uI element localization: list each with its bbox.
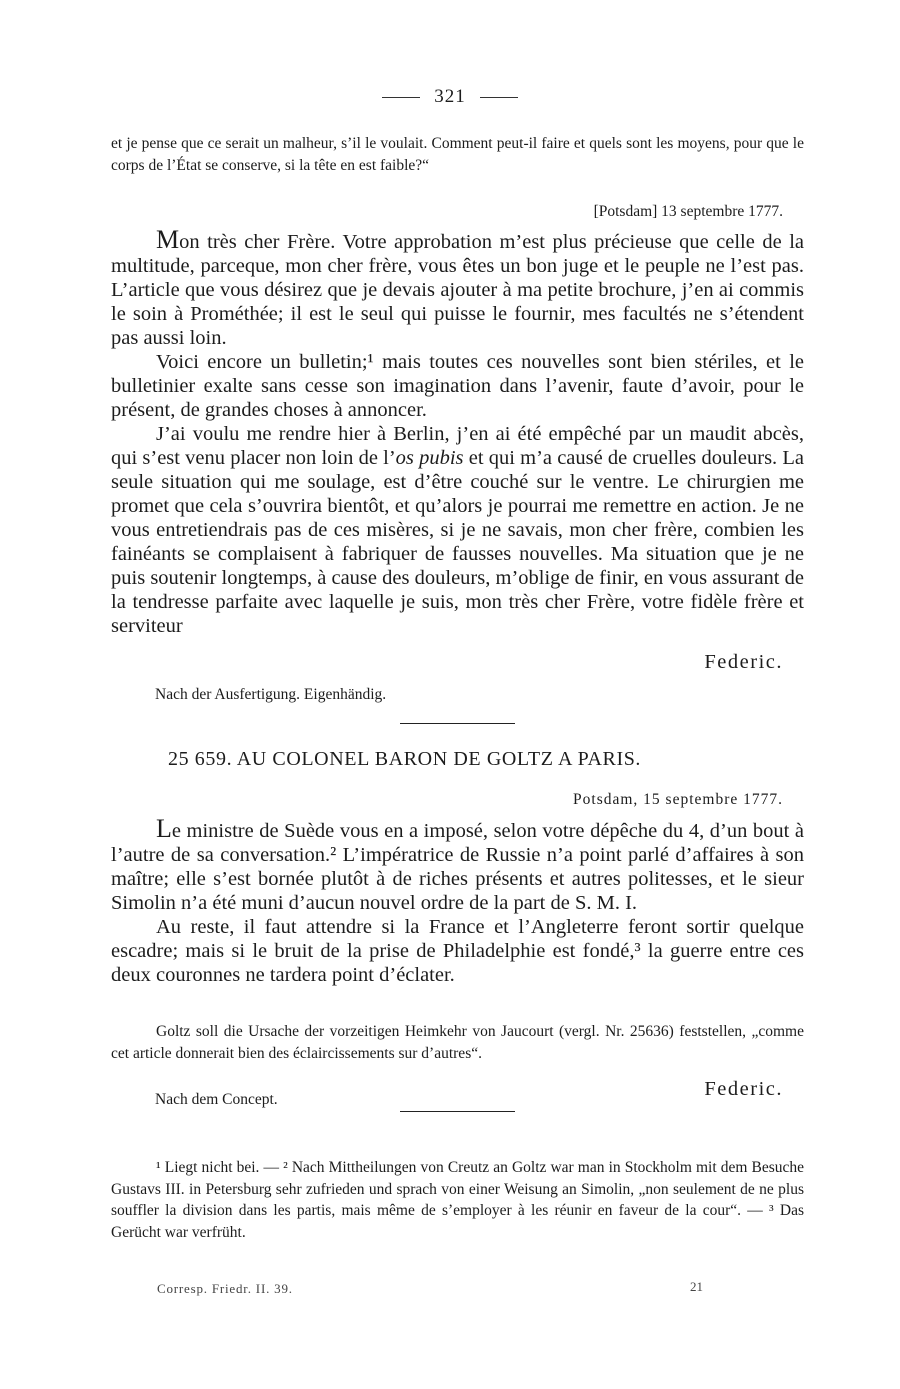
letter2-signature: Federic. bbox=[704, 1078, 783, 1100]
section-divider bbox=[400, 723, 515, 724]
letter2-body bbox=[111, 814, 804, 987]
letter1-body bbox=[111, 225, 804, 638]
letter2-paragraph-1: Le ministre de Suède vous en a imposé, selon votre dépêche du 4, d’un bout à l’autre de sa conversation.² L’impératrice de Russie n’a point parlé d’affaires à son maître; elle s’est bornée plutôt à de riches présents et autres politesses, et le sieur Simolin n’a été muni d’aucun nouvel ordre de la part de S. M. I. bbox=[111, 814, 804, 914]
page-number-dash-right bbox=[480, 97, 518, 98]
letter1-initial: M bbox=[156, 225, 180, 254]
letter2-note: Goltz soll die Ursache der vorzeitigen Heimkehr von Jaucourt (vergl. Nr. 25636) feststellen, „comme cet article donnerait bien des éclaircissements sur d’autres“. bbox=[111, 1023, 804, 1062]
footnotes-text: ¹ Liegt nicht bei. — ² Nach Mittheilungen von Creutz an Goltz war man in Stockholm mit dem Besuche Gustavs III. in Petersburg sehr zufrieden und sprach von einer Weisung an Simolin, „non seulement de ne plus souffler la division dans les partis, mais même de s’employer à les réunir en faveur de la cour“. — ³ Das Gerücht war verfrüht. bbox=[111, 1159, 804, 1241]
letter2-paragraph-2: Au reste, il faut attendre si la France et l’Angleterre feront sortir quelque escadre; mais si le bruit de la prise de Philadelphie est fondé,³ la guerre entre ces deux couronnes ne tardera point d’éclater. bbox=[111, 916, 804, 986]
letter1-paragraph-2: Voici encore un bulletin;¹ mais toutes ces nouvelles sont bien stériles, et le bulletinier exalte sans cesse son imagination dans l’avenir, faute d’avoir, pour le présent, de grandes choses à annoncer. bbox=[111, 351, 804, 421]
letter2-place-date: Potsdam, 15 septembre 1777. bbox=[573, 791, 783, 808]
letter1-signature: Federic. bbox=[704, 651, 783, 673]
page-number-dash-left bbox=[382, 97, 420, 98]
page-number: 321 bbox=[0, 86, 900, 108]
footnotes bbox=[111, 1157, 804, 1243]
letter2-heading: 25 659. AU COLONEL BARON DE GOLTZ A PARIS. bbox=[168, 748, 642, 770]
letter1-intro: et je pense que ce serait un malheur, s’il le voulait. Comment peut-il faire et quels sont les moyens, pour que le corps de l’État se conserve, si la tête en est faible?“ bbox=[111, 135, 804, 174]
letter1-place-date: [Potsdam] 13 septembre 1777. bbox=[593, 203, 783, 220]
letter1-paragraph-3: J’ai voulu me rendre hier à Berlin, j’en ai été empêché par un maudit abcès, qui s’est venu placer non loin de l’os pubis et qui m’a causé de cruelles douleurs. La seule situation qui me soulage, est d’être couché sur le ventre. Le chirurgien me promet que cela s’ouvrira bientôt, et qu’alors je pourrai me remettre en action. Je ne vous entretiendrais pas de ces misères, si je ne savais, mon cher frère, combien les fainéants se complaisent à fabriquer de fausses nouvelles. Ma situation que je ne puis soutenir longtemps, à cause des douleurs, m’oblige de finir, en vous assurant de la tendresse parfaite avec laquelle je suis, mon très cher Frère, votre fidèle frère et serviteur bbox=[111, 423, 804, 637]
footer-signature-mark: 21 bbox=[690, 1279, 703, 1294]
letter2-source-note: Nach dem Concept. bbox=[155, 1091, 278, 1108]
letter1-paragraph-1: Mon très cher Frère. Votre approbation m’est plus précieuse que celle de la multitude, parceque, mon cher frère, vous êtes un bon juge et le peuple ne l’est pas. L’article que vous désirez que je devais ajouter à ma petite brochure, j’en ai commis le soin à Prométhée; il est le seul qui puisse le fournir, mes facultés ne s’étendent pas aussi loin. bbox=[111, 225, 804, 349]
footer-citation: Corresp. Friedr. II. 39. bbox=[157, 1281, 293, 1296]
footnote-divider bbox=[400, 1111, 515, 1112]
letter2-initial: L bbox=[156, 814, 172, 843]
letter1-source-note: Nach der Ausfertigung. Eigenhändig. bbox=[155, 686, 387, 703]
